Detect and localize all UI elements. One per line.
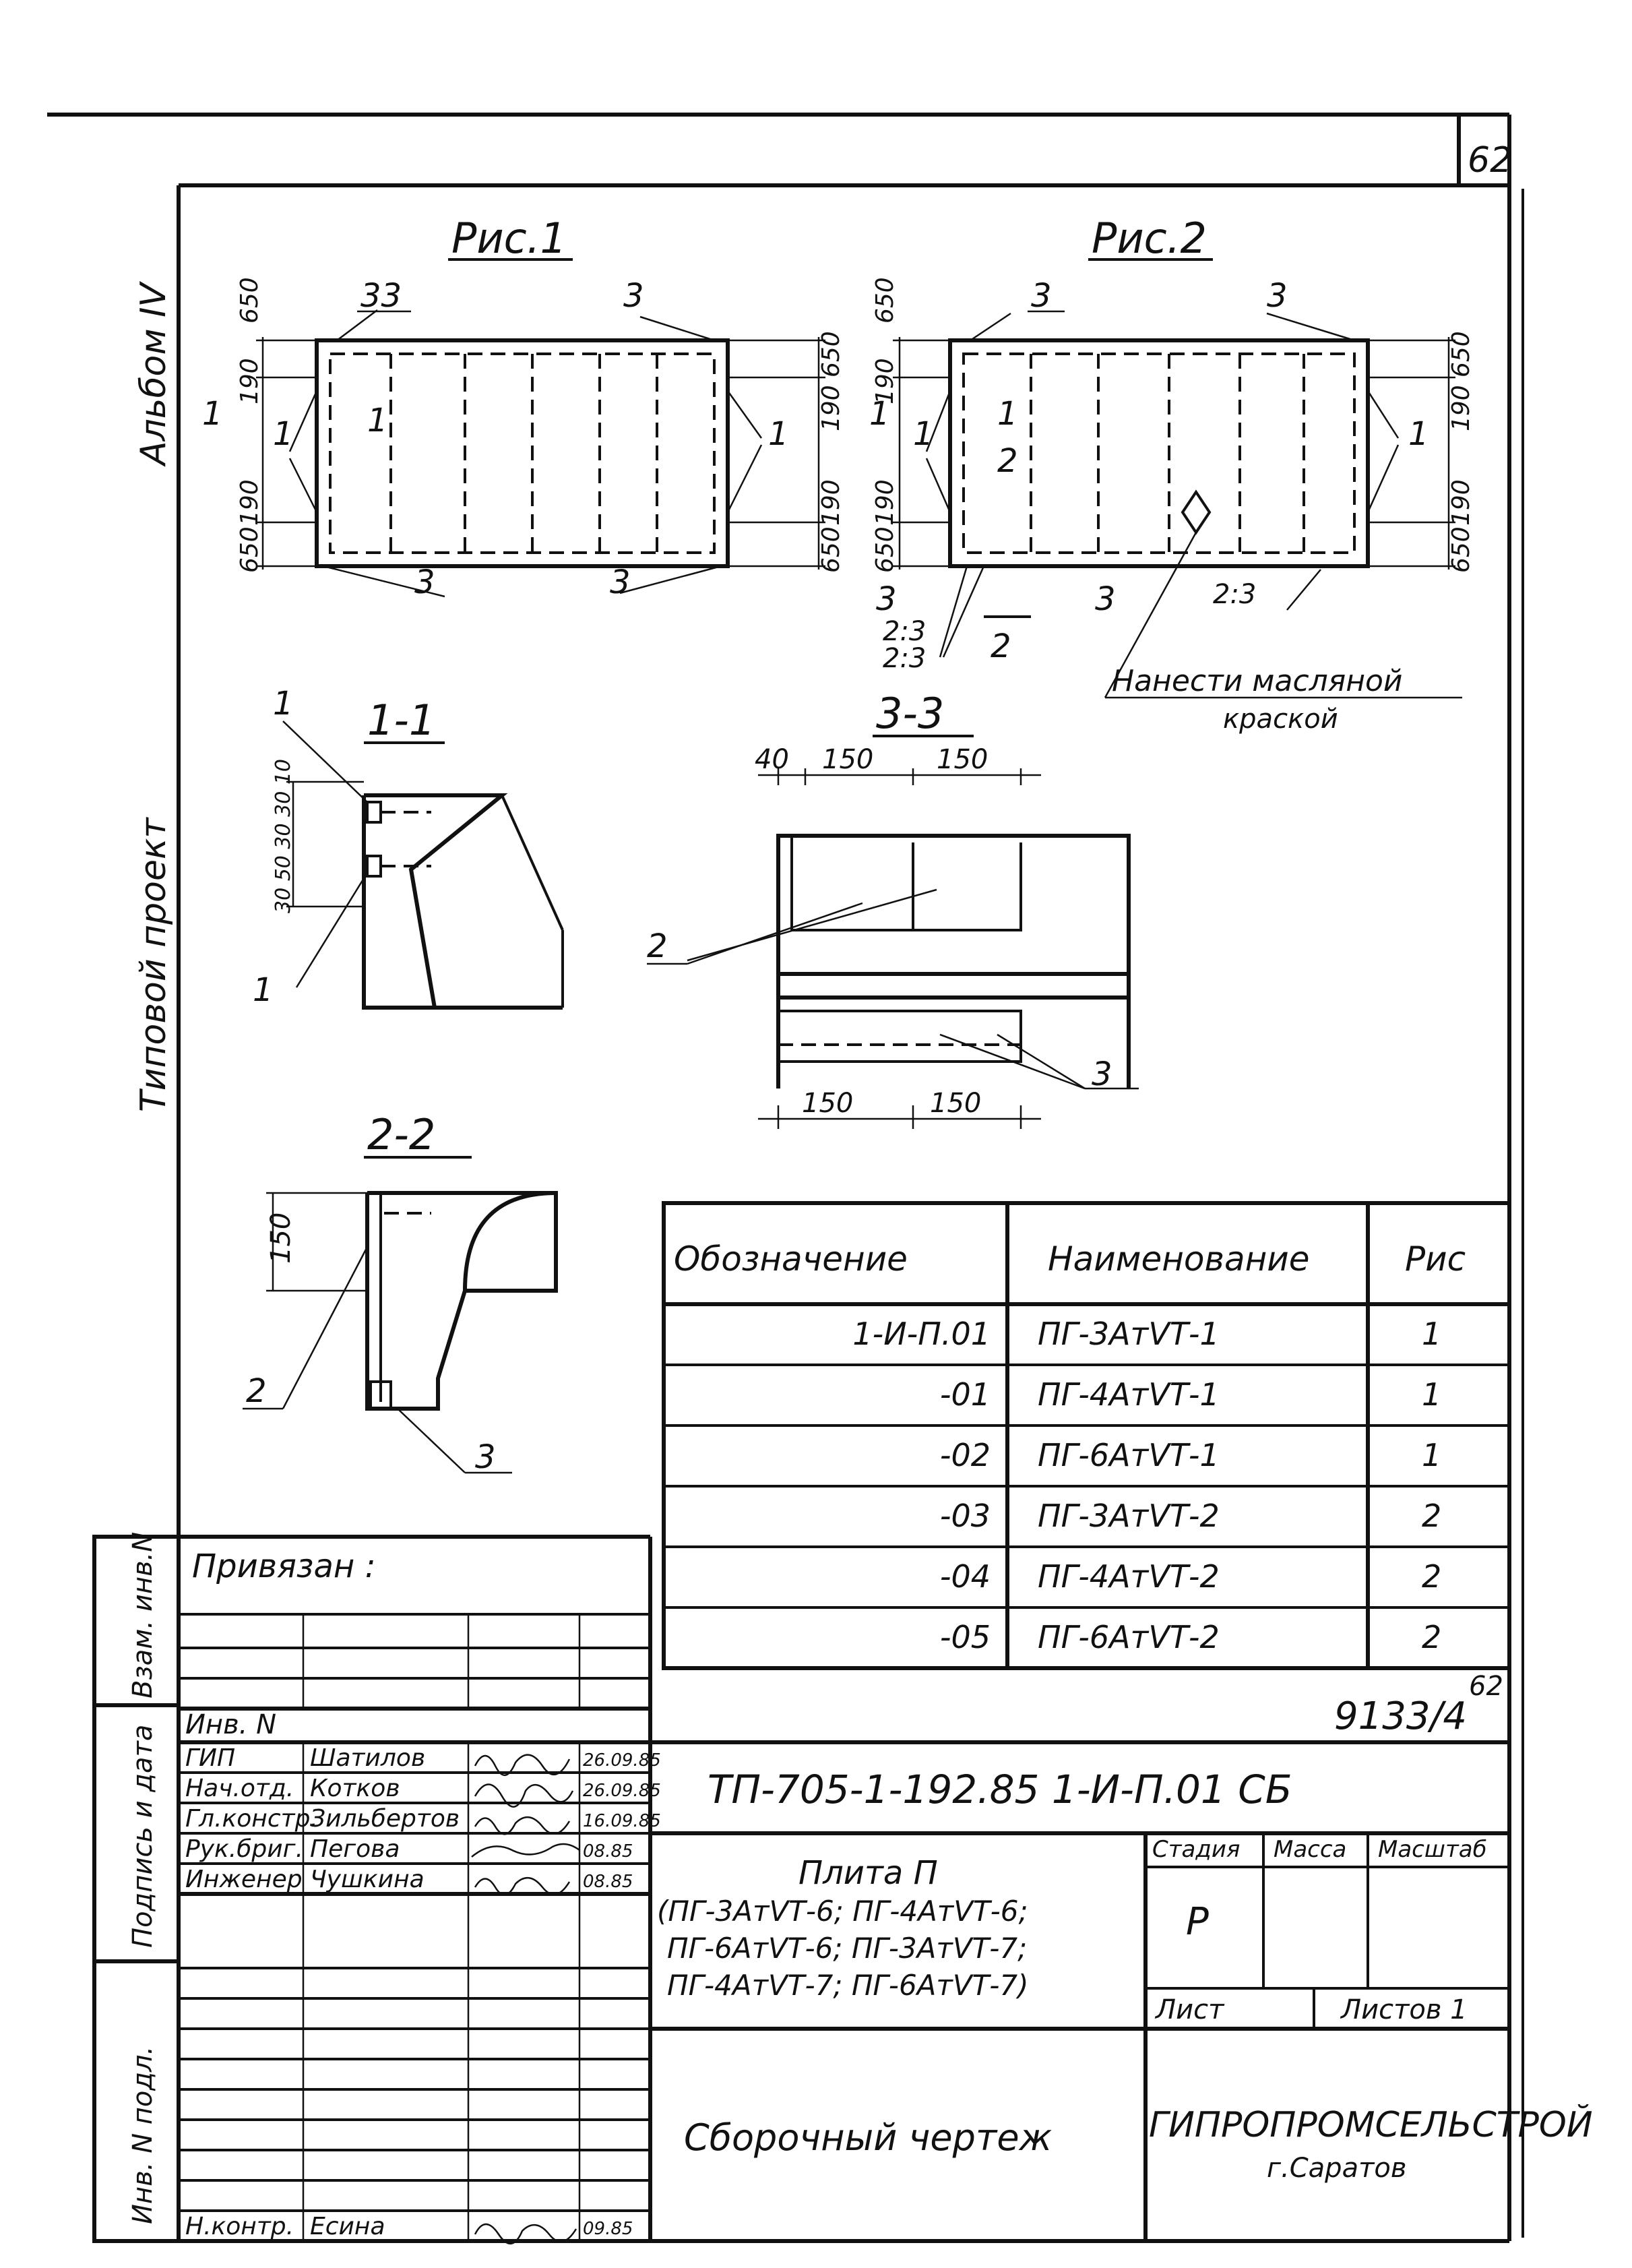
fig2-title: Рис.2 (1092, 214, 1207, 263)
item-title: Плита П (798, 1854, 938, 1892)
fig2-dim-left-190-top: 190 (871, 358, 899, 404)
item-line3: ПГ-4АтVТ-7; ПГ-6АтVТ-7) (667, 1969, 1029, 2002)
s33-dim-e: 150 (930, 1088, 982, 1119)
staff-3-name: Зильбертов (310, 1805, 460, 1833)
spec-row-6-name: ПГ-6АтVТ-2 (1038, 1619, 1220, 1655)
fig2-dim-right-190-bot: 190 (1447, 479, 1475, 526)
fig1-dim-left-190-top: 190 (236, 358, 263, 404)
inv-n-label: Инв. N (185, 1709, 276, 1740)
fig2-dim-right-top: 650 (1447, 331, 1475, 377)
side-podpis-data: Подпись и дата (127, 1724, 158, 1948)
s33-callout-2: 2 (647, 927, 668, 965)
drawing-type: Сборочный чертеж (684, 2116, 1053, 2159)
s22-callout-2: 2 (246, 1372, 267, 1410)
mass-label: Масса (1274, 1836, 1347, 1863)
spec-row-6-designation: -05 (939, 1619, 991, 1655)
paint-note-line1: Нанести масляной (1112, 664, 1403, 698)
spec-header-fig: Рис (1405, 1239, 1466, 1279)
spec-row-5-name: ПГ-4АтVТ-2 (1038, 1558, 1220, 1595)
spec-header-designation: Обозначение (674, 1239, 908, 1279)
doc-code: ТП-705-1-192.85 1-И-П.01 СБ (708, 1767, 1292, 1812)
s33-callout-3: 3 (1092, 1055, 1112, 1093)
page-number: 62 (1468, 140, 1513, 181)
section-1-1 (253, 685, 563, 1009)
fig1-callout-top-left: 33 (360, 277, 402, 315)
inventory-mark: 62 (1469, 1671, 1503, 1702)
spec-row-4-fig: 2 (1422, 1498, 1442, 1534)
fig2-callout-side-left: 1 (913, 415, 934, 453)
staff-4-signature (472, 1844, 579, 1857)
staff-1-role: ГИП (185, 1744, 236, 1772)
s11-callout-top: 1 (273, 685, 294, 723)
fig2-section-inner: 1 (997, 395, 1018, 433)
fig2-slope-left: 2:3 (883, 616, 927, 647)
fig1-callout-bottom-left: 3 (414, 563, 435, 601)
stage-label: Стадия (1152, 1836, 1241, 1863)
privyazan-label: Привязан : (192, 1547, 376, 1585)
staff-2-date: 26.09.85 (583, 1781, 661, 1801)
fig1-dim-right-bot: 650 (817, 526, 845, 573)
side-stamp (94, 1532, 179, 2241)
stage-value: Р (1186, 1900, 1209, 1944)
s33-dim-b: 150 (822, 744, 874, 775)
fig2-section-2: 2 (997, 442, 1018, 480)
fig1-dim-right-190-bot: 190 (817, 479, 845, 526)
side-vzam-inv: Взам. инв.N (127, 1531, 158, 1698)
fig2-slope-left-b: 2:3 (883, 643, 927, 674)
fig2-callout-top-left: 3 (1031, 277, 1052, 315)
item-line1: (ПГ-3АтVТ-6; ПГ-4АтVТ-6; (657, 1895, 1028, 1928)
staff-2-role: Нач.отд. (185, 1775, 294, 1802)
fig1-callout-top-right: 3 (623, 277, 644, 315)
n-kontr-name: Есина (310, 2213, 385, 2240)
fig2-callout-side-right: 1 (1408, 415, 1429, 453)
fig2-dim-right-190-top: 190 (1447, 385, 1475, 431)
fig2-slope-right: 2:3 (1213, 579, 1257, 610)
staff-2-name: Котков (310, 1775, 400, 1802)
fig1-dim-right-top: 650 (817, 331, 845, 377)
spec-table (664, 1203, 1509, 1668)
staff-3-date: 16.09.85 (583, 1811, 661, 1831)
spec-row-5-fig: 2 (1422, 1558, 1442, 1595)
s11-callout-bottom: 1 (253, 971, 274, 1009)
fig1-callout-bottom-right: 3 (610, 563, 631, 601)
spec-row-3-fig: 1 (1422, 1437, 1442, 1473)
figure-2 (869, 214, 1475, 735)
staff-4-date: 08.85 (583, 1841, 633, 1862)
s11-title: 1-1 (367, 696, 436, 745)
fig1-dim-left-top: 650 (236, 277, 263, 324)
fig2-dim-left-top: 650 (871, 277, 899, 324)
album-label: Альбом IV (133, 282, 174, 465)
fig2-dim-left-bot: 650 (871, 526, 899, 573)
figure-1 (202, 214, 845, 601)
fig1-dim-right-190-top: 190 (817, 385, 845, 431)
inventory-stamp: 9133/4 (1334, 1694, 1468, 1738)
fig1-section-inner: 1 (367, 402, 388, 439)
spec-row-4-name: ПГ-3АтVТ-2 (1038, 1498, 1220, 1534)
org-city: г.Саратов (1267, 2153, 1407, 2184)
spec-row-4-designation: -03 (939, 1498, 991, 1534)
sheets-label: Листов 1 (1341, 1994, 1468, 2025)
staff-4-name: Пегова (310, 1835, 400, 1863)
spec-header-name: Наименование (1048, 1239, 1310, 1279)
spec-row-1-fig: 1 (1422, 1316, 1442, 1352)
paint-note-line2: краской (1223, 704, 1338, 735)
staff-1-date: 26.09.85 (583, 1750, 661, 1771)
fig2-dim-left-190-bot: 190 (871, 479, 899, 526)
spec-row-2-fig: 1 (1422, 1376, 1442, 1413)
s33-dim-a: 40 (755, 744, 789, 775)
fig2-section-2-bottom: 2 (991, 627, 1011, 665)
s22-callout-3: 3 (475, 1438, 496, 1476)
fig2-dim-right-bot: 650 (1447, 526, 1475, 573)
spec-row-6-fig: 2 (1422, 1619, 1442, 1655)
staff-5-role: Инженер (185, 1866, 303, 1893)
spec-row-3-name: ПГ-6АтVТ-1 (1038, 1437, 1220, 1473)
side-inv-podl: Инв. N подл. (127, 2046, 158, 2224)
staff-3-role: Гл.констр. (185, 1805, 318, 1833)
fig1-dim-left-bot: 650 (236, 526, 263, 573)
spec-row-3-designation: -02 (939, 1437, 991, 1473)
spec-row-1-designation: 1-И-П.01 (852, 1316, 991, 1352)
staff-4-role: Рук.бриг. (185, 1835, 304, 1863)
fig1-title: Рис.1 (451, 214, 567, 263)
spec-row-2-designation: -01 (939, 1376, 991, 1413)
fig1-dim-left-190-bot: 190 (236, 479, 263, 526)
project-label: Типовой проект (133, 818, 174, 1112)
title-block (179, 1537, 1593, 2244)
fig2-section-left: 1 (869, 395, 890, 433)
org-name: ГИПРОПРОМСЕЛЬСТРОЙ (1149, 2105, 1593, 2145)
s22-dim: 150 (265, 1212, 296, 1264)
spec-row-1-name: ПГ-3АтVТ-1 (1038, 1316, 1220, 1352)
fig1-section-left: 1 (202, 395, 223, 433)
staff-1-name: Шатилов (310, 1744, 426, 1772)
fig2-section-3-right: 3 (1095, 580, 1116, 618)
section-3-3 (647, 689, 1139, 1129)
n-kontr-date: 09.85 (583, 2219, 633, 2239)
s33-dim-c: 150 (937, 744, 988, 775)
staff-5-name: Чушкина (310, 1866, 425, 1893)
s22-title: 2-2 (367, 1110, 436, 1159)
fig2-section-3-left: 3 (876, 580, 897, 618)
n-kontr-role: Н.контр. (185, 2213, 294, 2240)
fig2-callout-top-right: 3 (1267, 277, 1288, 315)
s11-dims: 30 50 30 30 10 (272, 758, 295, 913)
section-2-2 (243, 1110, 556, 1476)
item-line2: ПГ-6АтVТ-6; ПГ-3АтVТ-7; (667, 1932, 1028, 1965)
staff-5-date: 08.85 (583, 1872, 633, 1892)
staff-3-signature (475, 1817, 569, 1834)
sheet-label: Лист (1156, 1994, 1224, 2025)
fig1-callout-side-left: 1 (273, 415, 294, 453)
spec-row-2-name: ПГ-4АтVТ-1 (1038, 1376, 1220, 1413)
scale-label: Масштаб (1378, 1836, 1487, 1863)
fig1-callout-side-right: 1 (768, 415, 789, 453)
s33-dim-d: 150 (802, 1088, 854, 1119)
spec-row-5-designation: -04 (939, 1558, 991, 1595)
s33-title: 3-3 (876, 689, 945, 738)
